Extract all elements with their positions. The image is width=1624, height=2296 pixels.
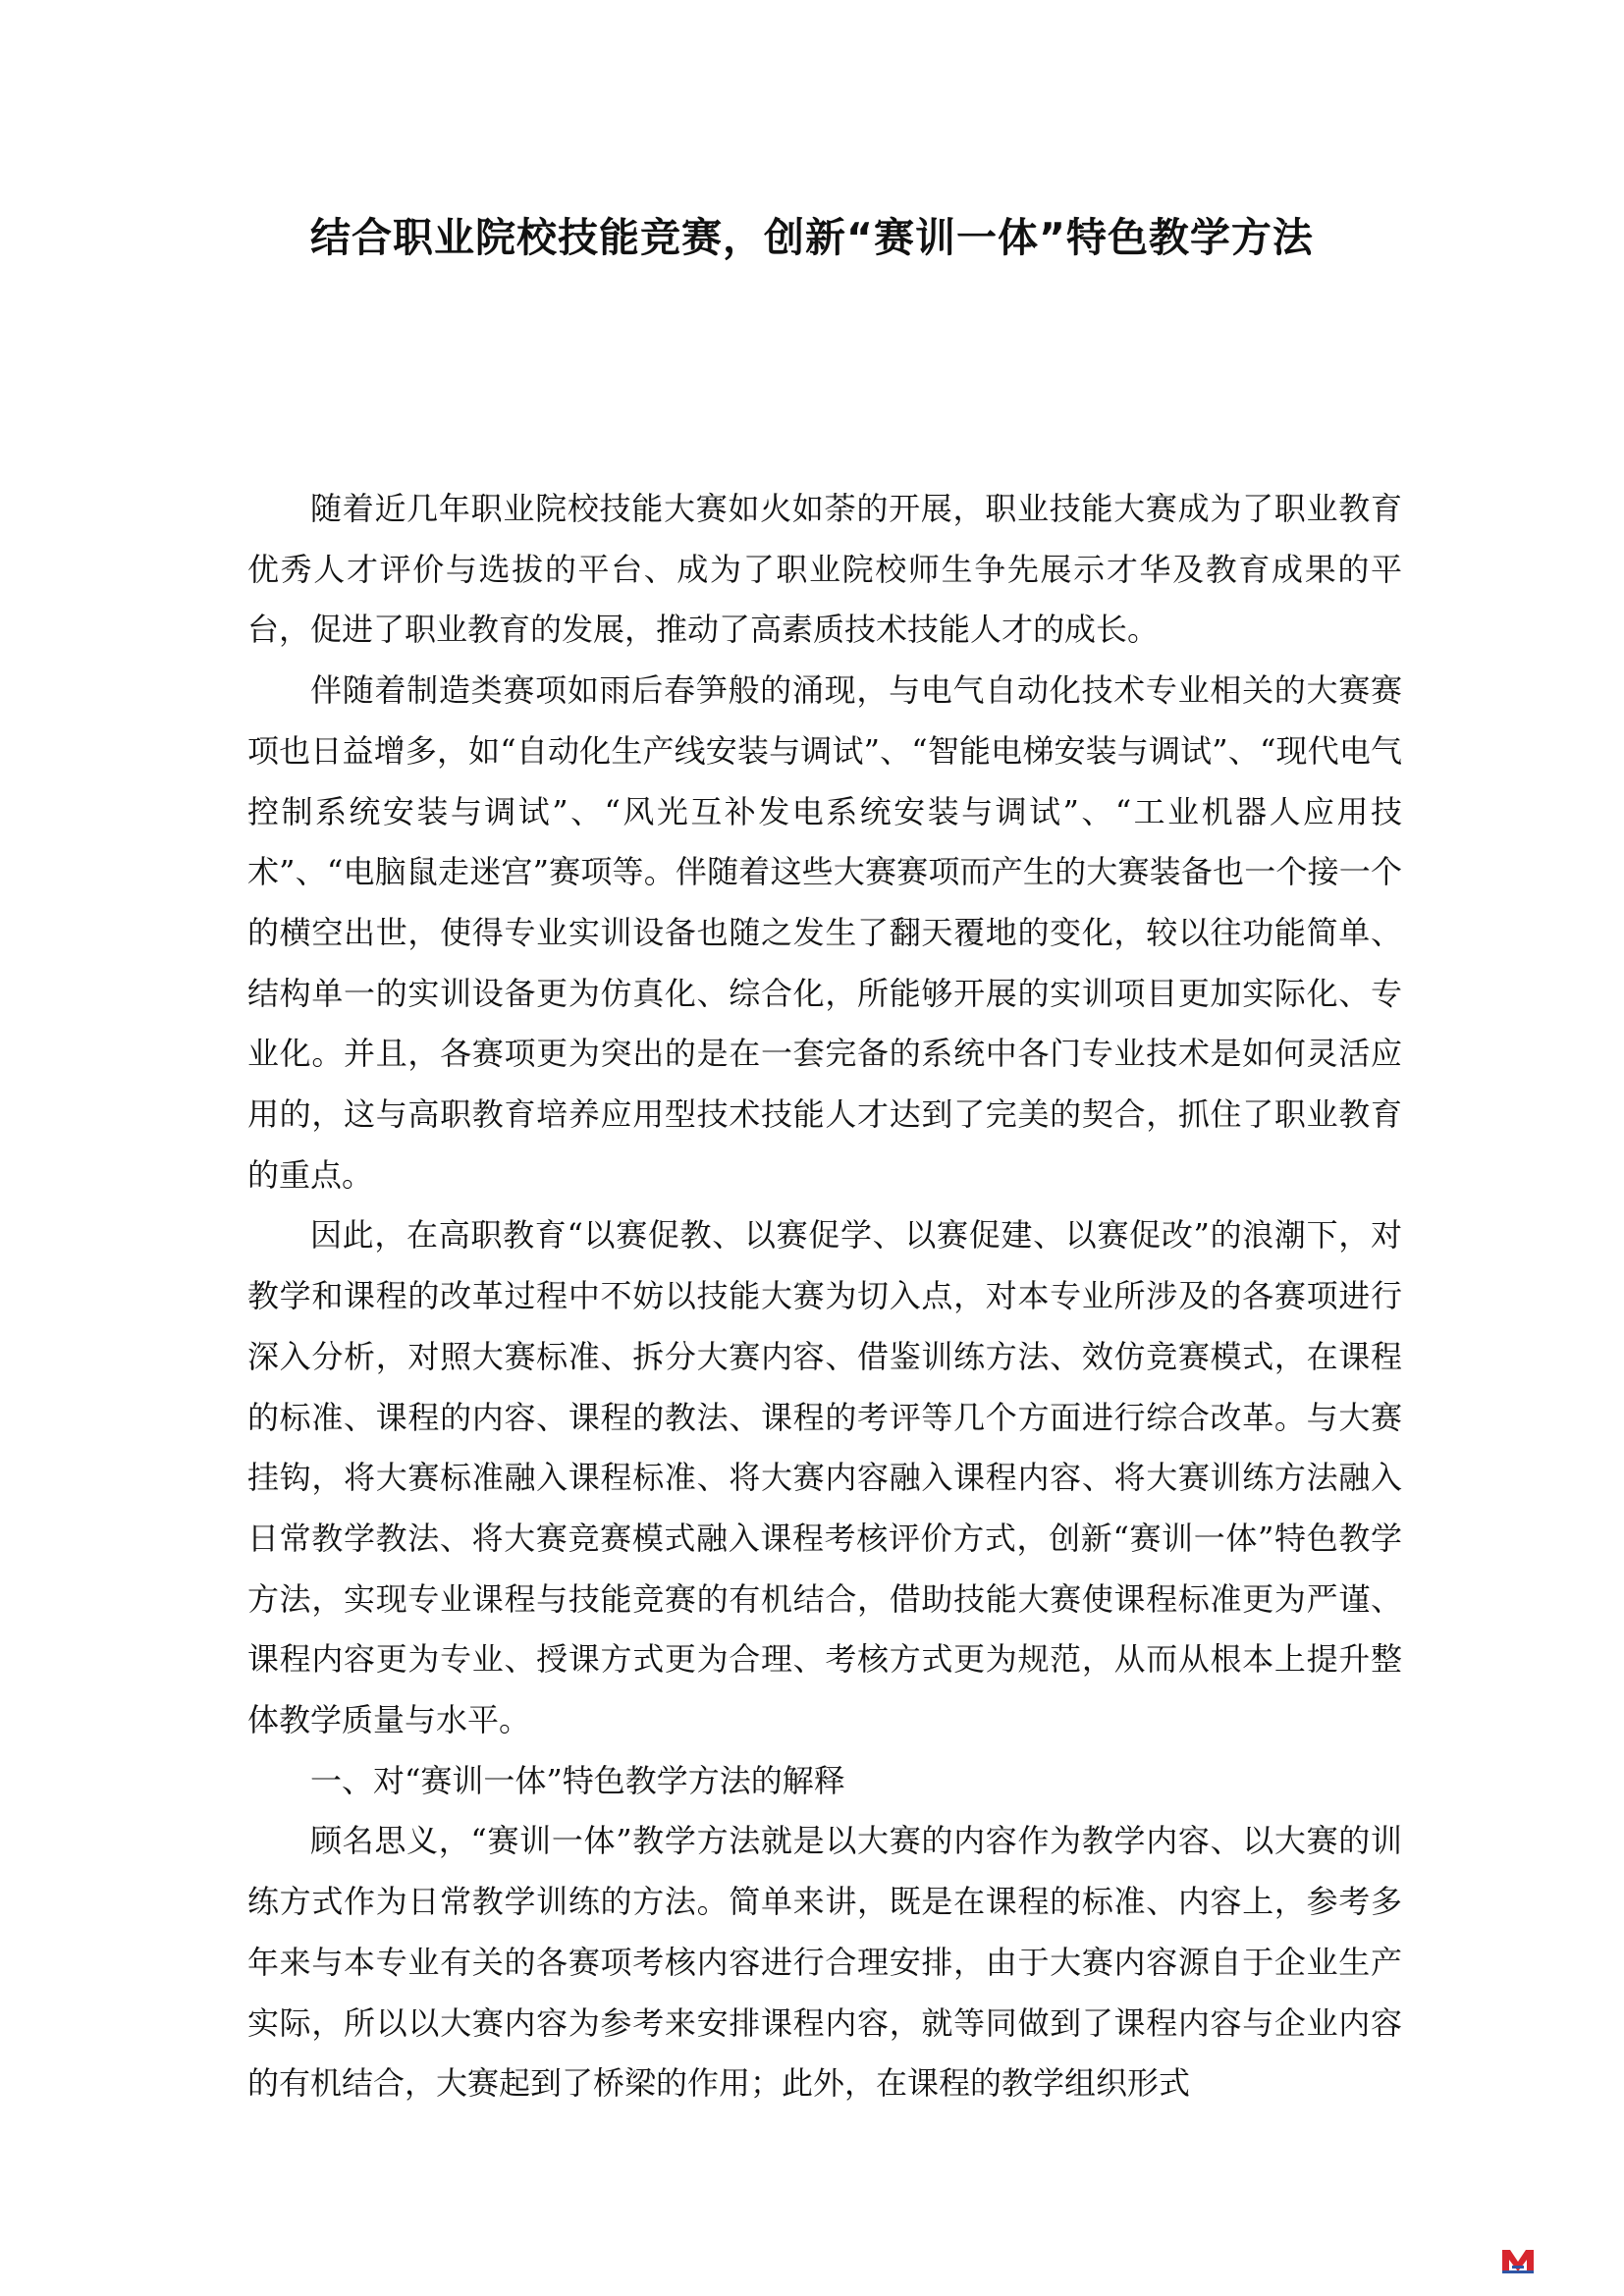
document-title: 结合职业院校技能竞赛，创新“赛训一体”特色教学方法 [310, 214, 1314, 261]
brand-logo-icon [1500, 2246, 1536, 2275]
paragraph-4: 顾名思义，“赛训一体”教学方法就是以大赛的内容作为教学内容、以大赛的训练方式作为日常教学训练的方法。简单来讲，既是在课程的标准、内容上，参考多年来与本专业有关的各赛项考核内容进行合理安排，由于大赛内容源自于企业生产实际，所以以大赛内容为参考来安排课程内容，就等同做到了课程内容与企业内容的有机结合，大赛起到了桥梁的作用；此外，在课程的教学组织形式 [247, 1822, 1402, 2103]
document-body [247, 479, 1402, 2114]
paragraph-3: 因此，在高职教育“以赛促教、以赛促学、以赛促建、以赛促改”的浪潮下，对教学和课程的改革过程中不妨以技能大赛为切入点，对本专业所涉及的各赛项进行深入分析，对照大赛标准、拆分大赛内容、借鉴训练方法、效仿竞赛模式，在课程的标准、课程的内容、课程的教法、课程的考评等几个方面进行综合改革。与大赛挂钩，将大赛标准融入课程标准、将大赛内容融入课程内容、将大赛训练方法融入日常教学教法、将大赛竞赛模式融入课程考核评价方式，创新“赛训一体”特色教学方法，实现专业课程与技能竞赛的有机结合，借助技能大赛使课程标准更为严谨、课程内容更为专业、授课方式更为合理、考核方式更为规范，从而从根本上提升整体教学质量与水平。 [247, 1216, 1402, 1739]
section-heading-1: 一、对“赛训一体”特色教学方法的解释 [310, 1761, 845, 1799]
paragraph-1: 随着近几年职业院校技能大赛如火如荼的开展，职业技能大赛成为了职业教育优秀人才评价与选拔的平台、成为了职业院校师生争先展示才华及教育成果的平台，促进了职业教育的发展，推动了高素质技术技能人才的成长。 [247, 490, 1402, 649]
paragraph-2: 伴随着制造类赛项如雨后春笋般的涌现，与电气自动化技术专业相关的大赛赛项也日益增多，如“自动化生产线安装与调试”、“智能电梯安装与调试”、“现代电气控制系统安装与调试”、“风光互补发电系统安装与调试”、“工业机器人应用技术”、“电脑鼠走迷宫”赛项等。伴随着这些大赛赛项而产生的大赛装备也一个接一个的横空出世，使得专业实训设备也随之发生了翻天覆地的变化，较以往功能简单、结构单一的实训设备更为仿真化、综合化，所能够开展的实训项目更加实际化、专业化。并且，各赛项更为突出的是在一套完备的系统中各门专业技术是如何灵活应用的，这与高职教育培养应用型技术技能人才达到了完美的契合，抓住了职业教育的重点。 [247, 671, 1402, 1194]
